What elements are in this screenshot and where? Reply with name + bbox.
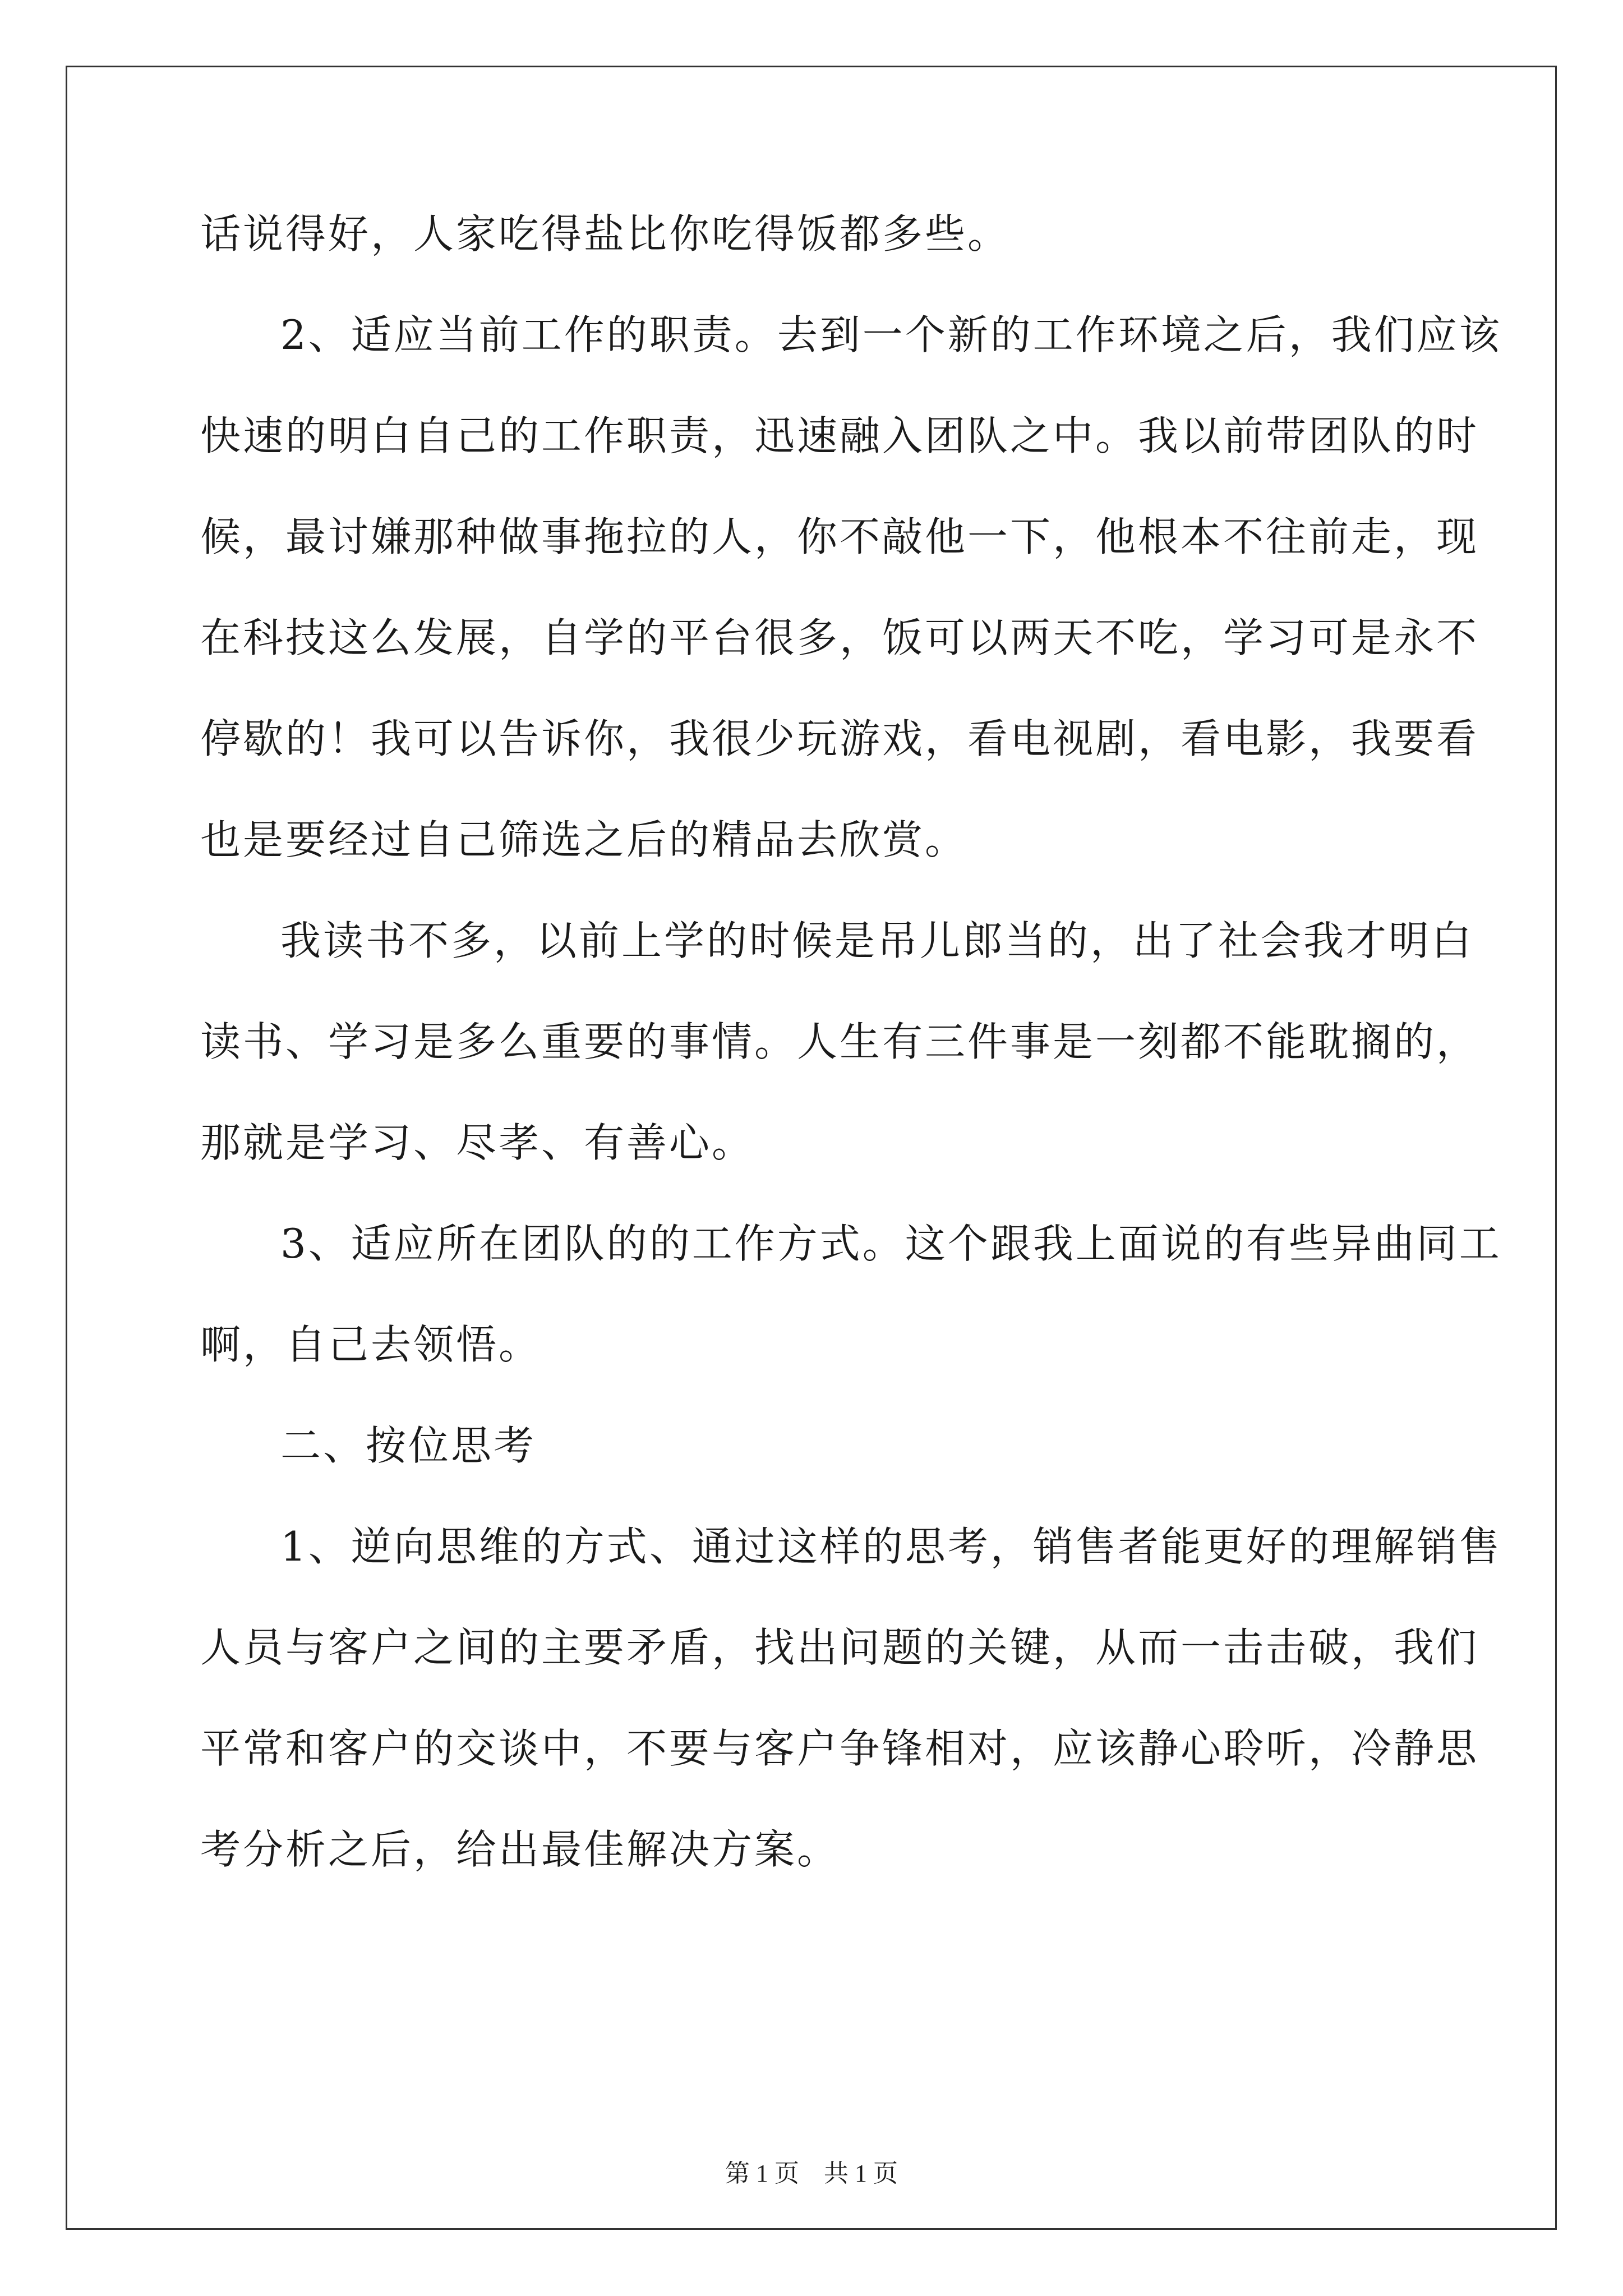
body-line-6: 停歇的！我可以告诉你，我很少玩游戏，看电视剧，看电影，我要看 xyxy=(200,715,1479,762)
body-line-8: 我读书不多，以前上学的时候是吊儿郎当的，出了社会我才明白 xyxy=(280,917,1474,964)
body-line-1: 话说得好，人家吃得盐比你吃得饭都多些。 xyxy=(200,210,1011,257)
body-line-10: 那就是学习、尽孝、有善心。 xyxy=(200,1119,755,1166)
body-line-11: 3、适应所在团队的的工作方式。这个跟我上面说的有些异曲同工 xyxy=(280,1220,1502,1267)
body-line-12: 啊，自己去领悟。 xyxy=(200,1321,542,1368)
body-line-14: 1、逆向思维的方式、通过这样的思考，销售者能更好的理解销售 xyxy=(280,1523,1502,1570)
page-number-footer: 第 1 页 共 1 页 xyxy=(725,2160,898,2187)
body-line-15: 人员与客户之间的主要矛盾，找出问题的关键，从而一击击破，我们 xyxy=(200,1624,1479,1671)
body-line-2: 2、适应当前工作的职责。去到一个新的工作环境之后，我们应该 xyxy=(280,311,1502,358)
body-line-3: 快速的明白自己的工作职责，迅速融入团队之中。我以前带团队的时 xyxy=(200,412,1479,459)
body-line-4: 候，最讨嫌那种做事拖拉的人，你不敲他一下，他根本不往前走，现 xyxy=(200,513,1479,560)
body-line-5: 在科技这么发展，自学的平台很多，饭可以两天不吃，学习可是永不 xyxy=(200,614,1479,661)
body-line-17: 考分析之后，给出最佳解决方案。 xyxy=(200,1826,840,1873)
body-line-7: 也是要经过自己筛选之后的精品去欣赏。 xyxy=(200,816,968,863)
body-line-16: 平常和客户的交谈中，不要与客户争锋相对，应该静心聆听，冷静思 xyxy=(200,1725,1479,1772)
section-heading: 二、按位思考 xyxy=(280,1422,537,1469)
body-line-9: 读书、学习是多么重要的事情。人生有三件事是一刻都不能耽搁的， xyxy=(200,1018,1479,1065)
